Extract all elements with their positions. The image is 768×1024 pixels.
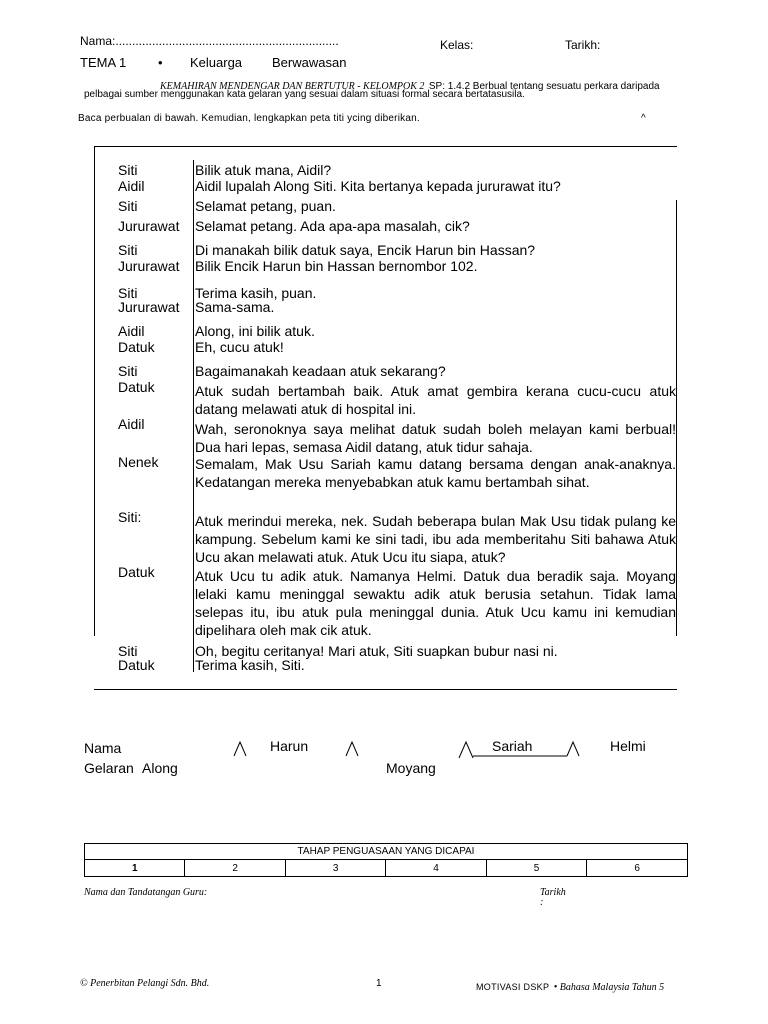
bridge-name: Sariah [492, 738, 533, 754]
speaker-label: Datuk [118, 339, 155, 355]
dialogue-line: Bilik Encik Harun bin Hassan bernombor 102. [195, 258, 478, 274]
dialogue-line: Aidil lupalah Along Siti. Kita bertanya kepada jururawat itu? [195, 178, 561, 194]
dialogue-line: Selamat petang. Ada apa-apa masalah, cik? [195, 218, 470, 234]
bridge-connector-icon [567, 742, 579, 756]
speaker-label: Aidil [118, 416, 145, 432]
speaker-label: Siti [118, 643, 138, 659]
theme-visionary: Berwawasan [272, 55, 347, 70]
speaker-label: Jururawat [118, 258, 180, 274]
dialogue-line: Selamat petang, puan. [195, 198, 336, 214]
mastery-level-cell[interactable]: 5 [486, 860, 586, 877]
dialogue-line: Atuk sudah bertambah baik. Atuk amat gembira kerana cucu-cucu atuk datang melawati atuk di hospital ini. [195, 383, 676, 417]
dialogue-line: Oh, begitu ceritanya! Mari atuk, Siti suapkan bubur nasi ni. [195, 643, 558, 659]
objective-line-2: pelbagai sumber menggunakan kata gelaran yang sesuai dalam situasi formal secara bertatasusila. [84, 89, 525, 100]
speaker-label: Datuk [118, 379, 155, 395]
dialogue-left-rule [94, 146, 95, 636]
speaker-label: Siti [118, 242, 138, 258]
bridge-name: Helmi [610, 738, 646, 754]
name-label: Nama: [80, 34, 116, 48]
page-number: 1 [376, 978, 382, 989]
speaker-label: Siti [118, 198, 138, 214]
signature-date-colon: : [540, 897, 544, 908]
teacher-signature-label: Nama dan Tandatangan Guru: [84, 887, 208, 898]
theme-label: TEMA 1 [80, 55, 127, 70]
speaker-label: Jururawat [118, 218, 180, 234]
subject-name: • Bahasa Malaysia Tahun 5 [553, 982, 665, 993]
signature-date-label: Tarikh [540, 887, 566, 898]
dialogue-line: Bagaimanakah keadaan atuk sekarang? [195, 363, 446, 379]
mastery-level-cell[interactable]: 4 [386, 860, 486, 877]
mastery-level-cell[interactable]: 6 [587, 860, 688, 877]
bridge-connector-icon [234, 742, 246, 756]
class-label: Kelas: [440, 38, 474, 52]
dialogue-line: Terima kasih, Siti. [195, 657, 305, 673]
bridge-name: Harun [270, 738, 309, 754]
bridge-map-title-label: Gelaran [84, 760, 134, 776]
dialogue-line: Atuk Ucu tu adik atuk. Namanya Helmi. Datuk dua beradik saja. Moyang lelaki kamu meninggal sewaktu adik atuk berusia setahun. Tidak lama selepas itu, ibu atuk pula meninggal dunia. Atuk Ucu kamu ini kemudian dipelihara oleh mak cik atuk. [195, 568, 676, 638]
dialogue-line: Sama-sama. [195, 299, 275, 315]
caret-mark: ^ [641, 113, 646, 124]
speaker-label: Aidil [118, 178, 145, 194]
standard-code: SP: 1.4.2 Berbual tentang sesuatu perkara daripada [428, 81, 660, 92]
bridge-map-name-label: Nama [84, 740, 122, 756]
theme-family: Keluarga [190, 55, 243, 70]
dialogue-line: Di manakah bilik datuk saya, Encik Harun bin Hassan? [195, 242, 536, 258]
bridge-title: Moyang [386, 760, 436, 776]
name-dots: ................................................................... [115, 34, 339, 48]
speaker-label: Nenek [118, 454, 159, 470]
mastery-level-cell[interactable]: 3 [285, 860, 385, 877]
dialogue-line: Bilik atuk mana, Aidil? [195, 162, 332, 178]
speaker-label: Jururawat [118, 299, 180, 315]
dialogue-line: Semalam, Mak Usu Sariah kamu datang bersama dengan anak-anaknya. Kedatangan mereka menyebabkan atuk kamu bertambah sihat. [195, 456, 676, 490]
name-field [80, 34, 339, 48]
footer-series [476, 977, 664, 995]
dialogue-line: Along, ini bilik atuk. [195, 323, 315, 339]
bridge-title: Along [142, 760, 178, 776]
dialogue-right-rule [676, 200, 677, 636]
mastery-level-cell[interactable]: 2 [185, 860, 285, 877]
publisher-credit: © Penerbitan Pelangi Sdn. Bhd. [80, 978, 210, 989]
theme-bullet: • [158, 55, 163, 70]
skill-title: KEMAHIRAN MENDENGAR DAN BERTUTUR - KELOMPOK 2 [160, 81, 425, 92]
mastery-level-title: TAHAP PENGUASAAN YANG DICAPAI [85, 844, 688, 860]
dialogue-divider [193, 160, 194, 672]
dialogue-line: Atuk merindui mereka, nek. Sudah beberapa bulan Mak Usu tidak pulang ke kampung. Sebelum kami ke sini tadi, ibu ada memberitahu Siti bahawa Atuk Ucu akan melawati atuk. Atuk Ucu itu siapa, atuk? [195, 513, 676, 565]
mastery-level-cell[interactable]: 1 [85, 860, 185, 877]
series-name: MOTIVASI DSKP [476, 982, 550, 992]
bridge-connector-icon [346, 742, 358, 756]
speaker-label: Datuk [118, 564, 155, 580]
bridge-connector-icon [459, 742, 473, 758]
instruction-text: Baca perbualan di bawah. Kemudian, lengkapkan peta titi ycing diberikan. [78, 113, 420, 124]
dialogue-line: Terima kasih, puan. [195, 285, 317, 301]
speaker-label: Siti [118, 162, 138, 178]
dialogue-top-rule [94, 146, 677, 147]
speaker-label: Datuk [118, 657, 155, 673]
dialogue-line: Eh, cucu atuk! [195, 339, 284, 355]
date-label: Tarikh: [565, 38, 601, 52]
speaker-label: Siti: [118, 509, 142, 525]
dialogue-line: Wah, seronoknya saya melihat datuk sudah boleh melayan kami berbual! Dua hari lepas, semasa Aidil datang, atuk tidur sahaja. [195, 421, 676, 455]
speaker-label: Siti [118, 285, 138, 301]
speaker-label: Aidil [118, 323, 145, 339]
mastery-level-table [84, 843, 688, 877]
speaker-label: Siti [118, 363, 138, 379]
dialogue-bottom-rule [94, 689, 677, 690]
